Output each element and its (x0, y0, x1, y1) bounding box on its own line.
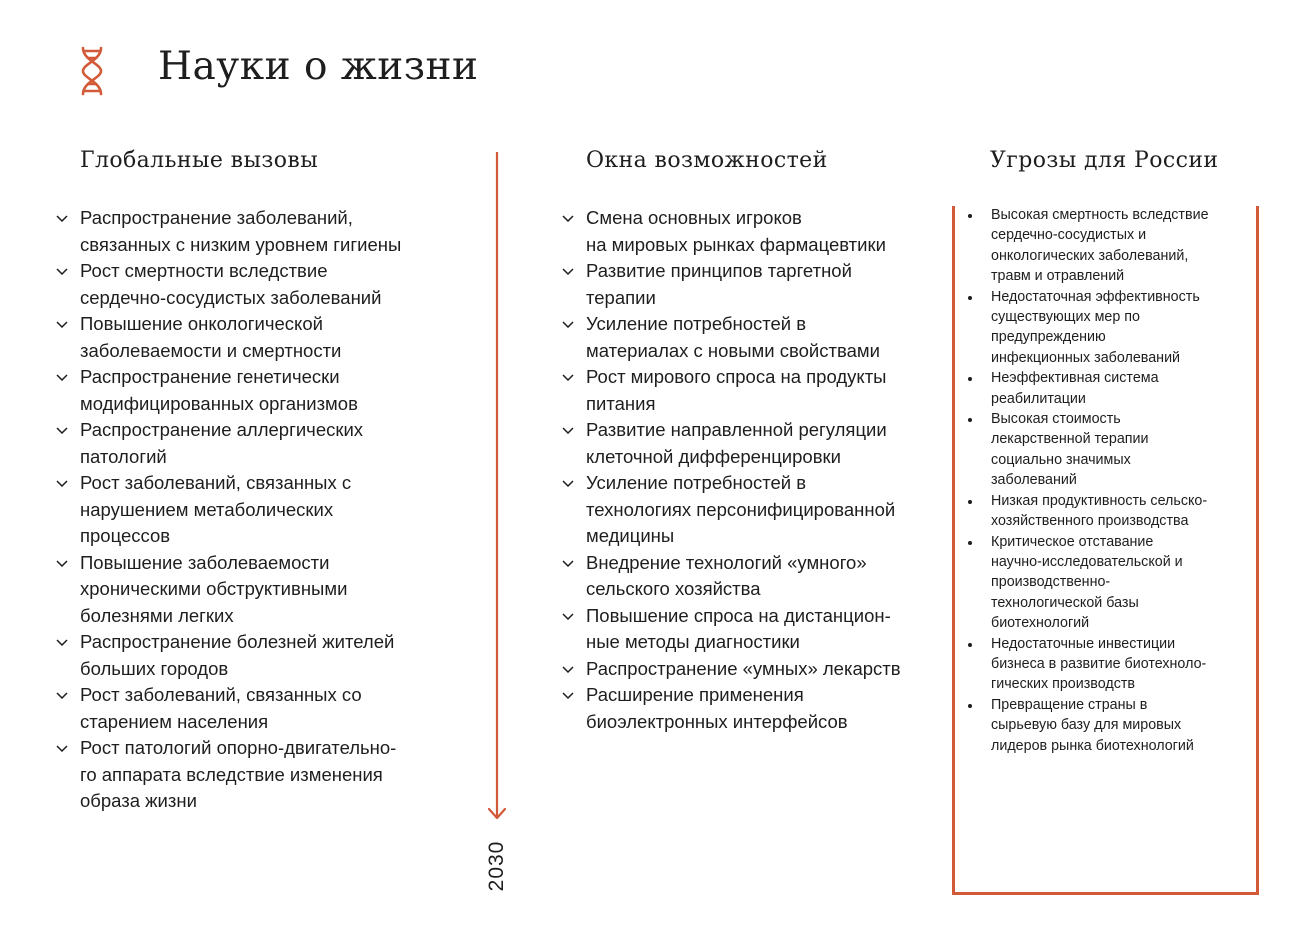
timeline-year: 2030 (485, 840, 508, 892)
list-item (562, 417, 946, 470)
chevron-down-icon (56, 215, 68, 222)
list-item-text: Превращение страны в (991, 696, 1148, 713)
chevron-down-icon (562, 692, 574, 699)
list-item-text: Критическое отставание (991, 533, 1154, 550)
list-item (562, 311, 946, 364)
list-item-text: Низкая продуктивность сельско- (991, 492, 1208, 509)
chevron-down-icon (562, 374, 574, 381)
list-item (56, 735, 480, 815)
list-item (991, 368, 1253, 409)
list-item (991, 287, 1253, 369)
bullet-icon (968, 541, 972, 545)
list-item-text: материалах с новыми свойствами (586, 339, 880, 361)
chevron-down-icon (562, 268, 574, 275)
list-item-text: образа жизни (80, 790, 197, 811)
list-item-text: хозяйственного производства (991, 513, 1189, 530)
list-item-text: заболеваемости и смертности (80, 339, 342, 361)
opportunities-list (586, 205, 946, 735)
list-item-text: нарушением метаболических (80, 498, 334, 520)
list-item-text: травм и отравлений (991, 268, 1125, 285)
dna-icon (80, 46, 104, 96)
list-item-text: лидеров рынка биотехнологий (991, 737, 1194, 754)
list-item (56, 417, 480, 470)
list-item (991, 205, 1253, 287)
chevron-down-icon (562, 427, 574, 434)
list-item-text: Распространение болезней жителей (80, 631, 395, 652)
list-item-text: Усиление потребностей в (586, 472, 807, 493)
opportunities-heading: Окна возможностей (586, 148, 828, 173)
list-item-text: на мировых рынках фармацевтики (586, 233, 886, 255)
chevron-down-icon (56, 321, 68, 328)
list-item-text: Усиление потребностей в (586, 313, 807, 334)
page-title: Науки о жизни (158, 44, 479, 89)
threats-list (991, 205, 1253, 756)
list-item-text: связанных с низким уровнем гигиены (80, 233, 402, 255)
list-item (991, 409, 1253, 491)
list-item-text: Недостаточные инвестиции (991, 635, 1176, 652)
list-item-text: Рост патологий опорно-двигательно- (80, 737, 397, 758)
list-item-text: сельского хозяйства (586, 578, 761, 599)
list-item (991, 532, 1253, 634)
list-item-text: существующих мер по (991, 309, 1140, 326)
list-item-text: биотехнологий (991, 615, 1090, 632)
list-item-text: Распространение аллергических (80, 419, 364, 440)
list-item-text: производственно- (991, 574, 1111, 591)
list-item-text: питания (586, 392, 656, 414)
challenges-list (80, 205, 480, 815)
list-item (562, 205, 946, 258)
list-item-text: Распространение «умных» лекарств (586, 657, 901, 679)
bullet-icon (968, 214, 972, 218)
list-item-text: технологической базы (991, 594, 1139, 611)
threats-heading: Угрозы для России (990, 148, 1219, 173)
list-item-text: Распространение генетически (80, 366, 340, 387)
list-item-text: Смена основных игроков (586, 207, 802, 228)
chevron-down-icon (562, 215, 574, 222)
list-item-text: медицины (586, 525, 675, 546)
list-item-text: патологий (80, 445, 167, 467)
list-item (991, 491, 1253, 532)
chevron-down-icon (56, 374, 68, 381)
list-item-text: бизнеса в развитие биотехноло- (991, 655, 1207, 672)
list-item-text: Рост заболеваний, связанных со (80, 684, 362, 705)
list-item (562, 603, 946, 656)
list-item-text: гических производств (991, 676, 1136, 693)
list-item-text: сырьевую базу для мировых (991, 717, 1182, 734)
chevron-down-icon (56, 639, 68, 646)
list-item-text: Внедрение технологий «умного» (586, 551, 867, 573)
chevron-down-icon (56, 268, 68, 275)
list-item-text: заболеваний (991, 472, 1077, 489)
list-item-text: биоэлектронных интерфейсов (586, 710, 848, 732)
list-item-text: клеточной дифференцировки (586, 445, 841, 467)
list-item-text: Повышение спроса на дистанцион- (586, 604, 891, 626)
timeline-arrow (486, 152, 508, 902)
list-item-text: инфекционных заболеваний (991, 349, 1181, 366)
list-item (56, 364, 480, 417)
list-item-text: Развитие принципов таргетной (586, 260, 852, 281)
list-item-text: научно-исследовательской и (991, 553, 1183, 570)
list-item-text: Высокая стоимость (991, 411, 1121, 428)
list-item (56, 258, 480, 311)
list-item-text: Повышение заболеваемости (80, 551, 330, 573)
challenges-heading: Глобальные вызовы (80, 148, 319, 173)
list-item-text: хроническими обструктивными (80, 578, 348, 599)
list-item-text: болезнями легких (80, 604, 234, 626)
list-item-text: Неэффективная система (991, 370, 1159, 387)
list-item-text: старением населения (80, 710, 269, 732)
list-item-text: технологиях персонифицированной (586, 498, 896, 520)
list-item (56, 205, 480, 258)
list-item-text: Рост мирового спроса на продукты (586, 366, 887, 387)
chevron-down-icon (56, 560, 68, 567)
chevron-down-icon (562, 613, 574, 620)
list-item (56, 470, 480, 550)
chevron-down-icon (56, 480, 68, 487)
chevron-down-icon (56, 692, 68, 699)
list-item-text: модифицированных организмов (80, 392, 358, 414)
list-item-text: Рост смертности вследствие (80, 260, 328, 281)
list-item-text: социально значимых (991, 451, 1131, 468)
list-item-text: Повышение онкологической (80, 313, 323, 334)
list-item-text: больших городов (80, 657, 229, 679)
list-item-text: Распространение заболеваний, (80, 207, 353, 228)
list-item-text: реабилитации (991, 390, 1086, 407)
list-item (56, 629, 480, 682)
list-item-text: Рост заболеваний, связанных с (80, 472, 352, 493)
chevron-down-icon (562, 666, 574, 673)
list-item-text: терапии (586, 286, 656, 308)
list-item-text: Недостаточная эффективность (991, 288, 1200, 305)
list-item (562, 258, 946, 311)
list-item-text: онкологических заболеваний, (991, 247, 1189, 264)
chevron-down-icon (562, 560, 574, 567)
list-item (562, 682, 946, 735)
list-item-text: сердечно-сосудистых и (991, 227, 1147, 244)
list-item-text: Расширение применения (586, 684, 804, 705)
list-item-text: го аппарата вследствие изменения (80, 763, 383, 785)
bullet-icon (968, 643, 972, 647)
chevron-down-icon (56, 745, 68, 752)
list-item (991, 695, 1253, 756)
list-item-text: ные методы диагностики (586, 631, 800, 652)
list-item-text: Развитие направленной регуляции (586, 419, 887, 440)
list-item (562, 364, 946, 417)
list-item (56, 682, 480, 735)
list-item (562, 550, 946, 603)
list-item-text: процессов (80, 525, 171, 546)
list-item-text: лекарственной терапии (991, 431, 1149, 448)
list-item (56, 550, 480, 630)
chevron-down-icon (562, 321, 574, 328)
list-item-text: Высокая смертность вследствие (991, 207, 1209, 223)
chevron-down-icon (562, 480, 574, 487)
list-item (562, 656, 946, 683)
list-item (56, 311, 480, 364)
bullet-icon (968, 500, 972, 504)
list-item-text: предупреждению (991, 329, 1106, 346)
list-item-text: сердечно-сосудистых заболеваний (80, 286, 382, 308)
bullet-icon (968, 704, 972, 708)
list-item (991, 634, 1253, 695)
list-item (562, 470, 946, 550)
bullet-icon (968, 296, 972, 300)
chevron-down-icon (56, 427, 68, 434)
